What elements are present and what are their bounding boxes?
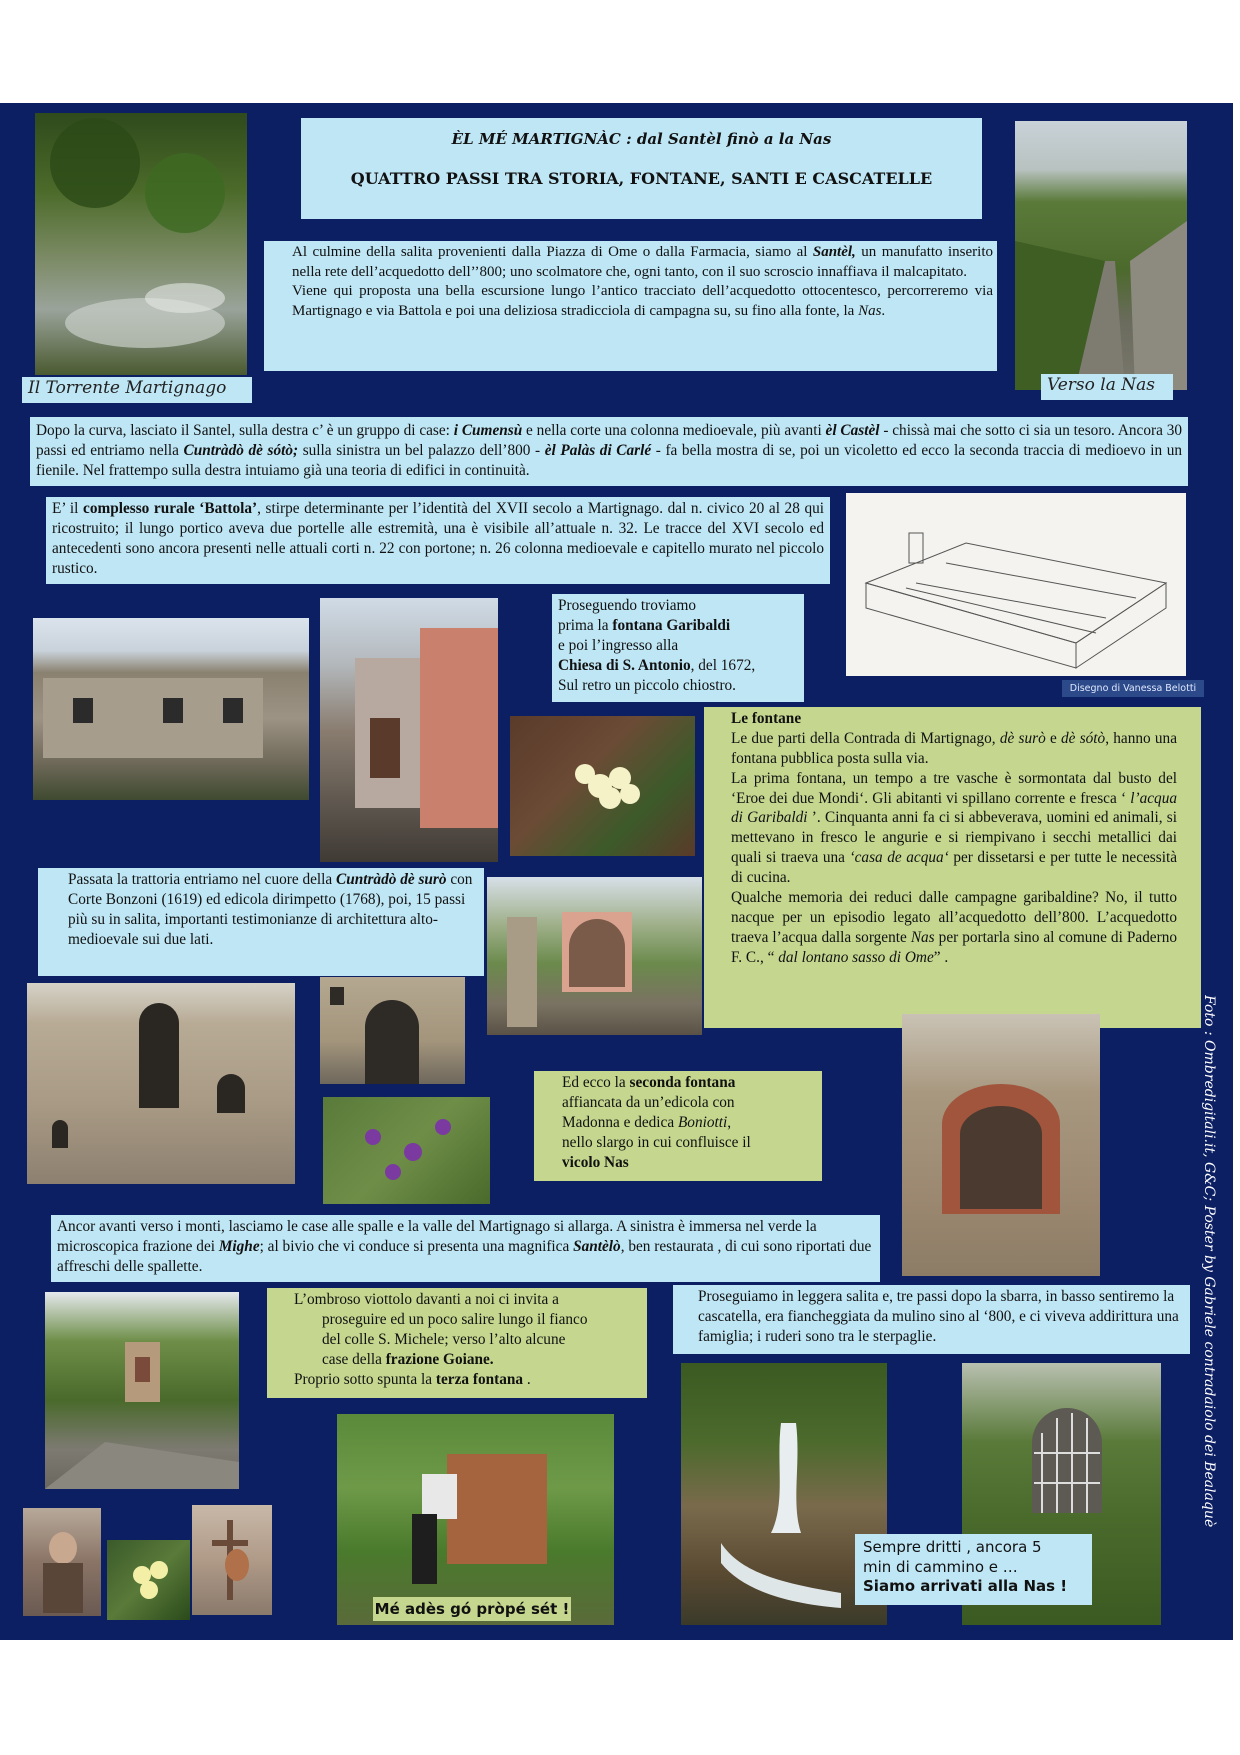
seconda-line: vicolo Nas — [562, 1153, 629, 1171]
ombroso-line: proseguire ed un poco salire lungo il fianco — [322, 1310, 588, 1328]
ombroso-line — [294, 1370, 641, 1390]
garibaldi-line — [558, 616, 798, 636]
photo-santelo — [45, 1292, 239, 1489]
photo-terza-fontana — [337, 1414, 614, 1625]
fontane-text: Qualche memoria dei reduci dalle campagne garibaldine? No, il tutto nacque per un episodio legato all’acquedotto dell’800. L’acquedotto traeva l’acqua dalla sorgente — [731, 888, 1177, 946]
intro-box — [264, 241, 997, 371]
salita-box — [673, 1285, 1190, 1354]
battola-box — [46, 497, 830, 584]
nas-term: Nas — [858, 302, 882, 319]
fontane-paragraph-2 — [731, 769, 1177, 888]
intro-text: un manufatto inserito nella rete dell’acquedotto dell’’800; uno scolmatore che, ogni tanto, con il suo scroscio innaffiava il malcapitato. — [292, 244, 993, 280]
curva-text: - fa bella mostra di se, poi un vicoletto ed ecco la seconda traccia di medioevo in un fienile. Nel frattempo sulla destra intuiamo già una teoria di edifici in continuità. — [36, 441, 1182, 479]
intro-text: Viene qui proposta una bella escursione lungo l’antico tracciato dell’acquedotto ottocentesco, percorreremo via Martignago e via Battola e poi una deliziosa stradicciola di campagna su, su fino alla fonte, la — [292, 283, 993, 319]
sasso-ome-term: dal lontano sasso di Ome — [778, 948, 934, 966]
photo-fiori — [107, 1540, 190, 1620]
curva-text: - chissà mai che sotto ci sia un tesoro. Ancora 30 passi ed entriamo nella — [36, 422, 1183, 459]
cumensu-term: i Cumensù — [453, 422, 523, 439]
garibaldi-text: , del 1672, — [690, 656, 756, 674]
cuntrado-suro-term: Cuntràdò dè surò — [336, 871, 447, 888]
seconda-fontana-box — [534, 1071, 822, 1181]
photo-violette — [323, 1097, 490, 1204]
photo-chiesa — [320, 598, 498, 862]
seconda-line: affiancata da un’edicola con — [562, 1093, 735, 1111]
ancor-text: Ancor avanti verso i monti, lasciamo le case alle spalle e la valle del Martignago si allarga. A sinistra è immersa nel verde la microscopica frazione dei — [57, 1218, 817, 1255]
photo-credit: Foto : Ombredigitali.it, G&C; Poster by Gabriele contradaiolo dei Bealaquè — [1201, 995, 1217, 1528]
trattoria-box — [38, 868, 484, 976]
ombroso-text: Proprio sotto spunta la — [294, 1370, 436, 1388]
battola-text: E’ il — [52, 500, 84, 517]
fontane-text: per dissetarsi e per tutte le necessità di cucina. — [731, 849, 1177, 886]
ombroso-box — [267, 1288, 647, 1398]
castel-term: èl Castèl — [825, 422, 880, 439]
ombroso-line: del colle S. Michele; verso l’alto alcune — [322, 1330, 566, 1348]
garibaldi-text: prima la — [558, 616, 613, 634]
fontane-text: , hanno una fontana pubblica posta sulla via. — [731, 729, 1177, 767]
seconda-text: , — [727, 1113, 732, 1131]
finale-line: min di cammino e … — [863, 1557, 1018, 1576]
fontane-paragraph-3 — [731, 888, 1177, 968]
boniotti-term: Boniotti — [677, 1113, 728, 1131]
intro-paragraph-2 — [292, 282, 993, 321]
intro-paragraph-1 — [292, 243, 993, 282]
seconda-line — [562, 1113, 816, 1133]
photo-portale — [320, 977, 465, 1084]
santelo-term: Santèlò — [573, 1237, 621, 1255]
seconda-line: nello slargo in cui confluisce il — [562, 1133, 751, 1151]
garibaldi-line: Sul retro un piccolo chiostro. — [558, 676, 737, 694]
chiesa-term: Chiesa di S. Antonio — [558, 656, 691, 674]
photo-muro-medioevale — [27, 983, 295, 1184]
de-soto-term: dè sótò — [1061, 729, 1106, 747]
photo-primule — [510, 716, 695, 856]
salita-text: Proseguiamo in leggera salita e, tre passi dopo la sbarra, in basso sentiremo la cascatella, era fiancheggiata da mulino sino al ‘800, e ci viveva addirittura una famiglia; i ruderi sono tra le sterpaglie. — [698, 1288, 1179, 1345]
fontane-box — [704, 707, 1201, 1028]
drawing-credit: Disegno di Vanessa Belotti — [1062, 680, 1204, 697]
photo-verso-la-nas — [1015, 121, 1187, 390]
palas-term: èl Palàs di Carlé — [544, 441, 652, 459]
cuntrado-sotto-term: Cuntràdò dè sótò; — [183, 441, 299, 459]
mighe-term: Mighe — [218, 1237, 260, 1255]
intro-text: . — [881, 302, 886, 319]
battola-text: , stirpe determinante per l’identità del XVII secolo a Martignago. dal n. civico 20 al 28 qui ricostruito; il lungo portico aveva due portelle alle estremità, una è visibile all’attuale n. 32. Le tracce del XVI secolo ed antecedenti sono ancora presenti nelle attuali corti n. 22 con portone; n. 26 colonna medioevale e capitello murato nel piccolo rustico. — [52, 500, 825, 577]
finale-line: Sempre dritti , ancora 5 — [863, 1538, 1042, 1556]
goiane-term: frazione Goiane. — [385, 1350, 494, 1368]
caption-torrente: Il Torrente Martignago — [22, 377, 252, 403]
ancor-text: , ben restaurata , di cui sono riportati due affreschi delle spallette. — [57, 1237, 872, 1275]
garibaldi-line: Proseguendo troviamo — [558, 597, 697, 614]
photo-affresco-santo — [23, 1508, 101, 1616]
photo-seconda-fontana — [902, 1014, 1100, 1276]
curva-text: sulla sinistra un bel palazzo dell’800 - — [298, 441, 545, 459]
fontane-paragraph-1 — [731, 729, 1177, 769]
photo-torrente — [35, 113, 247, 375]
finale-box — [855, 1534, 1092, 1605]
garibaldi-box — [552, 594, 804, 702]
ombroso-text: . — [523, 1370, 531, 1388]
seconda-text: Ed ecco la — [562, 1074, 630, 1091]
curva-text: e nella corte una colonna medioevale, più avanti — [522, 422, 826, 439]
trattoria-text: con Corte Bonzoni (1619) ed edicola dirimpetto (1768), poi, 15 passi più su in salita, importanti testimonianze di architettura alto-medioevale sui due lati. — [68, 871, 473, 948]
fontane-text: ” . — [933, 948, 949, 966]
caption-verso-la-nas: Verso la Nas — [1041, 374, 1173, 400]
ombroso-line — [294, 1350, 641, 1370]
terza-fontana-term: terza fontana — [435, 1370, 524, 1388]
fontane-text: La prima fontana, un tempo a tre vasche è sormontata dal busto del ‘Eroe dei due Mondi‘. Gli abitanti vi spillano corrente e fresca ‘ — [731, 769, 1177, 807]
ombroso-line: L’ombroso viottolo davanti a noi ci invita a — [294, 1291, 559, 1308]
battola-drawing — [846, 493, 1186, 676]
santel-term: Santèl, — [812, 244, 856, 260]
fontane-text: ’. Cinquanta anni fa ci si abbeverava, uomini ed animali, si mettevano in fresco le angurie e si riempivano i secchi metallici dai quali si traeva una — [731, 809, 1177, 867]
title-line1: ÈL MÉ MARTIGNÀC : dal Santèl finò a la Nas — [451, 130, 832, 148]
intro-text: Al culmine della salita provenienti dalla Piazza di Ome o dalla Farmacia, siamo al — [292, 244, 813, 260]
fontane-text: e — [1045, 729, 1062, 747]
curva-text: Dopo la curva, lasciato il Santel, sulla destra c’ è un gruppo di case: — [36, 422, 454, 439]
casa-de-acqua-term: ‘casa de acqua‘ — [849, 849, 949, 867]
garibaldi-line — [558, 656, 798, 676]
fontane-title: Le fontane — [731, 710, 802, 727]
title-line2: QUATTRO PASSI TRA STORIA, FONTANE, SANTI E CASCATELLE — [350, 168, 933, 188]
fontane-text: per portarla sino al comune di Paderno F. C., “ — [731, 928, 1177, 966]
title-box — [301, 118, 982, 219]
seconda-fontana-term: seconda fontana — [629, 1074, 736, 1091]
nas-term: Nas — [910, 928, 935, 946]
ancor-avanti-box — [51, 1215, 880, 1282]
seconda-text: Madonna e dedica — [562, 1113, 678, 1131]
fontane-text: Le due parti della Contrada di Martignago, — [731, 729, 1000, 747]
curva-box — [30, 417, 1188, 486]
battola-term: complesso rurale ‘Battola’ — [83, 500, 258, 517]
acqua-garibaldi-term: l’acqua di Garibaldi — [731, 789, 1177, 827]
de-suro-term: dè surò — [999, 729, 1046, 747]
photo-stone-houses — [33, 618, 309, 800]
photo-edicola — [487, 877, 702, 1035]
photo-affresco-croce — [192, 1505, 272, 1615]
caption-me-ades: Mé adès gó pròpé sét ! — [373, 1597, 571, 1621]
ombroso-text: case della — [322, 1350, 386, 1368]
garibaldi-line: e poi l’ingresso alla — [558, 636, 679, 654]
seconda-line — [562, 1073, 816, 1093]
ancor-text: ; al bivio che vi conduce si presenta una magnifica — [259, 1237, 574, 1255]
fontana-garibaldi-term: fontana Garibaldi — [612, 616, 731, 634]
finale-line: Siamo arrivati alla Nas ! — [863, 1577, 1068, 1595]
trattoria-text: Passata la trattoria entriamo nel cuore della — [68, 871, 337, 888]
